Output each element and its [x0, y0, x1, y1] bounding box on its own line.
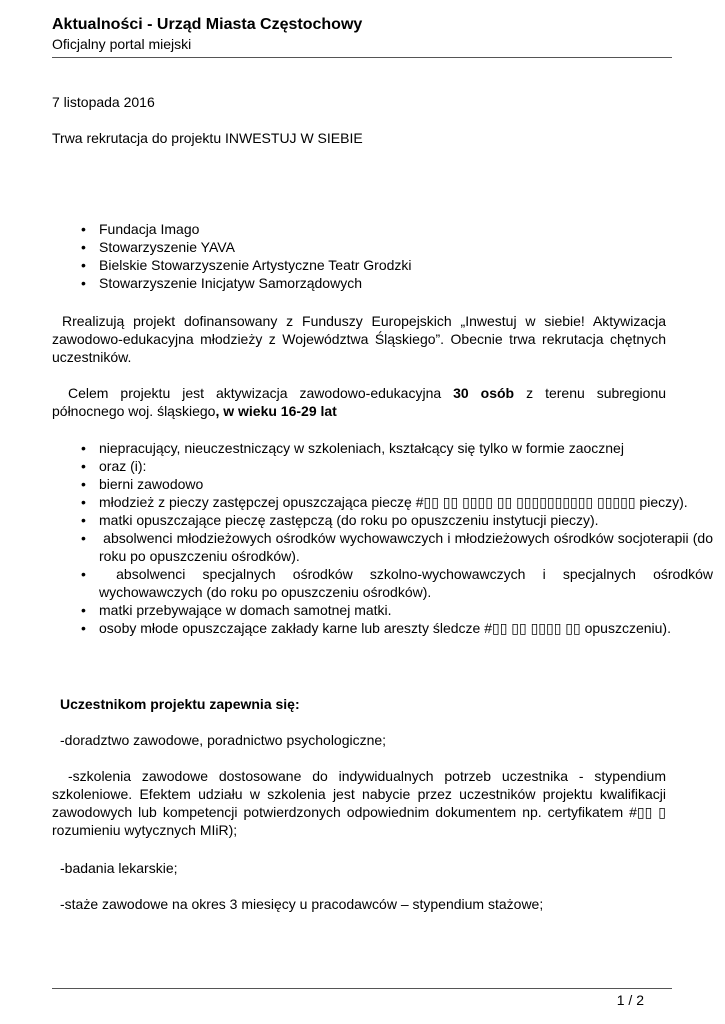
article-title: Trwa rekrutacja do projektu INWESTUJ W SIEBIE [52, 130, 363, 146]
benefit-item: -szkolenia zawodowe dostosowane do indywidualnych potrzeb uczestnika - stypendium szkoleniowe. Efektem udziału w szkolenia jest nabycie przez uczestników projektu kwalifikacji zawodowych lub kompetencji potwierdzonych odpowiednim dokumentem np. certyfikatem #▯▯ ▯ rozumieniu wytycznych MIiR); [52, 768, 666, 838]
list-item: • absolwenci specjalnych ośrodków szkolno-wychowawczych i specjalnych ośrodków wychowawczych (do roku po opuszczeniu ośrodków). [99, 565, 713, 601]
list-item: • młodzież z pieczy zastępczej opuszczająca pieczę #▯▯ ▯▯ ▯▯▯▯ ▯▯ ▯▯▯▯▯▯▯▯▯▯ ▯▯▯▯▯ pieczy). [99, 493, 713, 511]
goal-paragraph [52, 384, 666, 420]
list-item: • Stowarzyszenie Inicjatyw Samorządowych [99, 274, 725, 292]
intro-paragraph: Rrealizują projekt dofinansowany z Funduszy Europejskich „Inwestuj w siebie! Aktywizacja zawodowo-edukacyjna młodzieży z Województwa Śląskiego”. Obecnie trwa rekrutacja chętnych uczestników. [52, 313, 666, 365]
criteria-list [52, 439, 717, 637]
list-item: • absolwenci młodzieżowych ośrodków wychowawczych i młodzieżowych ośrodków socjoterapii (do roku po opuszczeniu ośrodków). [99, 529, 713, 565]
list-item: • oraz (i): [99, 457, 713, 475]
list-item: • bierni zawodowo [99, 475, 713, 493]
list-item: • matki opuszczające pieczę zastępczą (do roku po opuszczeniu instytucji pieczy). [99, 511, 713, 529]
header-divider [52, 57, 672, 58]
list-item: • Fundacja Imago [99, 220, 725, 238]
goal-count: 30 osób [453, 385, 515, 401]
site-title: Aktualności - Urząd Miasta Częstochowy [52, 16, 363, 33]
partner-list [52, 220, 725, 292]
site-subtitle: Oficjalny portal miejski [52, 36, 192, 52]
benefits-heading: Uczestnikom projektu zapewnia się: [60, 696, 300, 712]
benefit-item: -badania lekarskie; [60, 860, 178, 876]
goal-age: , w wieku 16-29 lat [215, 403, 337, 419]
page-number: 1 / 2 [616, 992, 644, 1008]
list-item: • niepracujący, nieuczestniczący w szkoleniach, kształcący się tylko w formie zaocznej [99, 439, 713, 457]
page-header [52, 15, 672, 53]
footer-divider [52, 988, 672, 989]
list-item: • osoby młode opuszczające zakłady karne lub areszty śledcze #▯▯ ▯▯ ▯▯▯▯ ▯▯ opuszczeniu). [99, 619, 713, 637]
goal-text: Celem projektu jest aktywizacja zawodowo-edukacyjna [68, 385, 454, 401]
list-item: • Bielskie Stowarzyszenie Artystyczne Teatr Grodzki [99, 256, 725, 274]
list-item: • matki przebywające w domach samotnej matki. [99, 601, 713, 619]
list-item: • Stowarzyszenie YAVA [99, 238, 725, 256]
goal-region: z terenu subregionu północnego woj. śląskiego [52, 385, 667, 419]
benefit-item: -doradztwo zawodowe, poradnictwo psychologiczne; [60, 732, 387, 748]
benefit-item: -staże zawodowe na okres 3 miesięcy u pracodawców – stypendium stażowe; [60, 896, 544, 912]
article-date: 7 listopada 2016 [52, 94, 155, 110]
